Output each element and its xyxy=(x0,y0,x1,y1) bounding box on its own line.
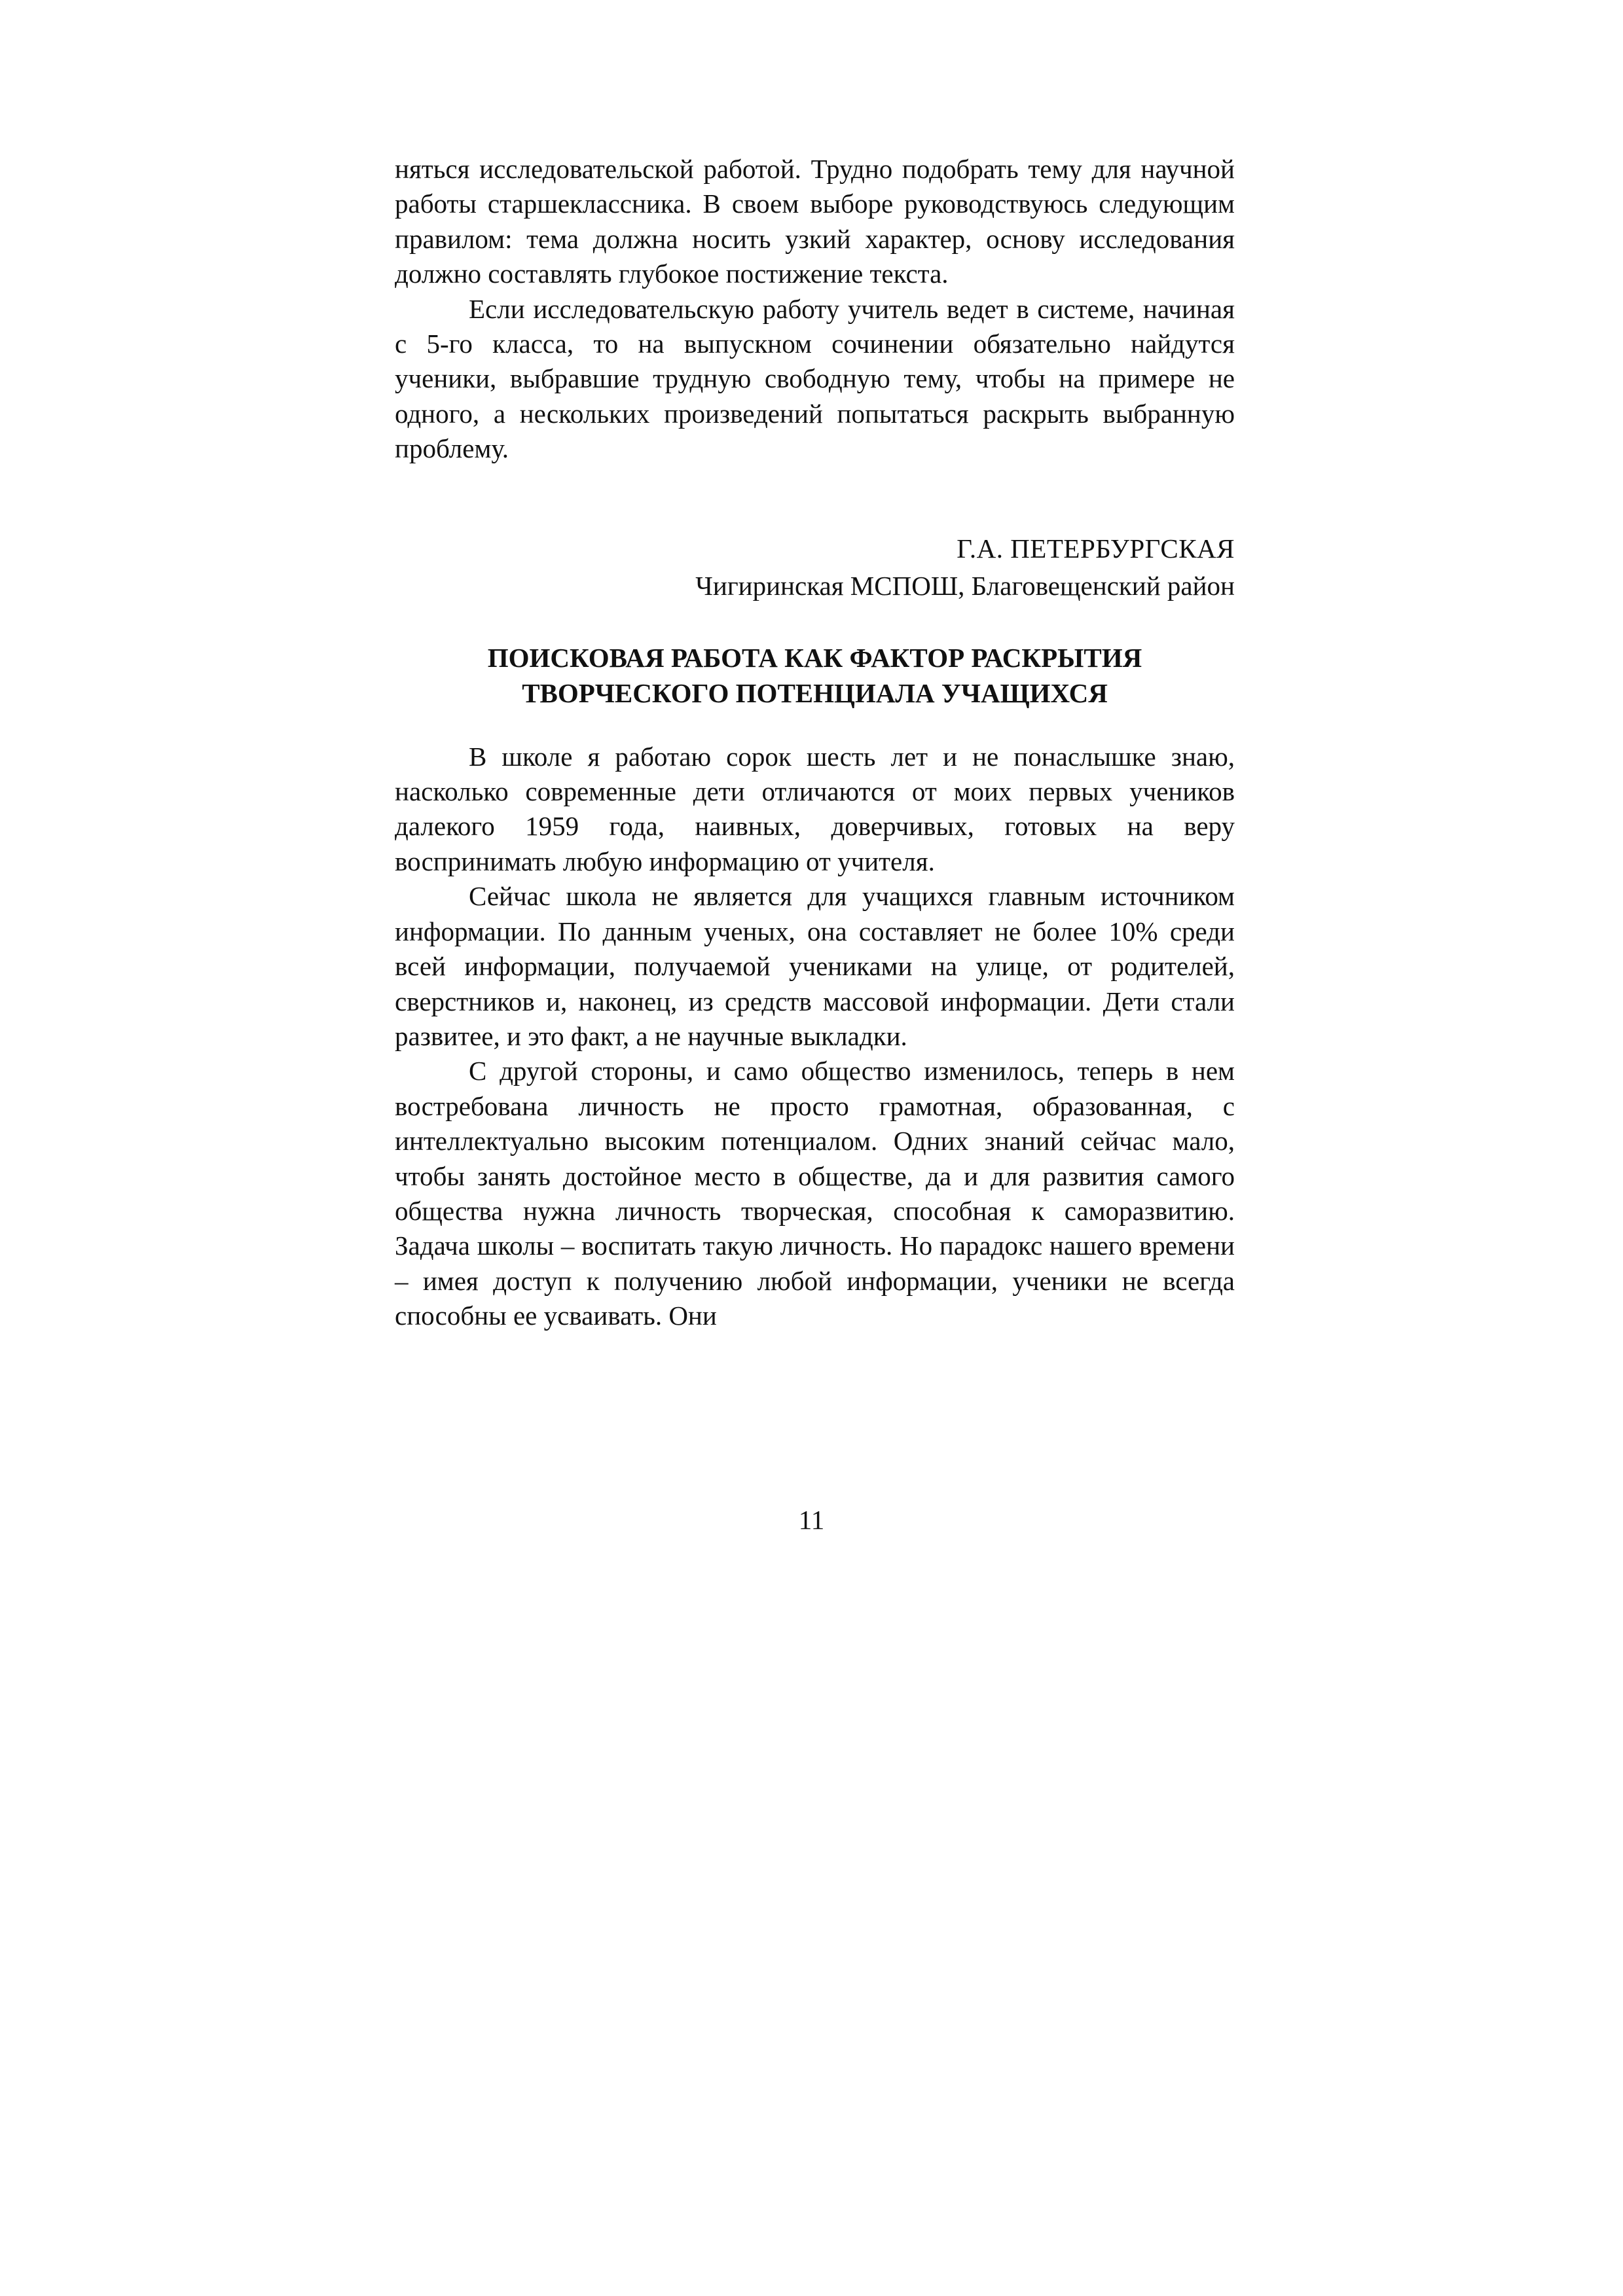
body-paragraph-2: Сейчас школа не является для учащихся главным источником информации. По данным ученых, она составляет не более 10% среди всей информации, получаемой учениками на улице, от родителей, сверстников и, наконец, из средств массовой информации. Дети стали развитее, и это факт, а не научные выкладки. xyxy=(395,881,1235,1051)
closing-paragraph: Если исследовательскую работу учитель ведет в системе, начиная с 5-го класса, то на выпускном сочинении обязательно найдутся ученики, выбравшие трудную свободную тему, чтобы на примере не одного, а нескольких произведений попытаться раскрыть выбранную проблему. xyxy=(395,293,1235,464)
spacer xyxy=(395,467,1235,530)
spacer xyxy=(395,711,1235,740)
body-paragraph-1: В школе я работаю сорок шесть лет и не понаслышке знаю, насколько современные дети отличаются от моих первых учеников далекого 1959 года, наивных, доверчивых, готовых на веру воспринимать любую информацию от учителя. xyxy=(395,741,1235,876)
spacer xyxy=(395,605,1235,640)
continued-paragraph: няться исследовательской работой. Трудно подобрать тему для научной работы старшеклассника. В своем выборе руководствуюсь следующим правилом: тема должна носить узкий характер, основу исследования должно составлять глубокое постижение текста. xyxy=(395,154,1235,289)
article-author: Г.А. ПЕТЕРБУРГСКАЯ xyxy=(957,533,1235,564)
text-column xyxy=(395,152,1235,1334)
article-title-line-2: ТВОРЧЕСКОГО ПОТЕНЦИАЛА УЧАЩИХСЯ xyxy=(522,677,1108,708)
body-paragraph-3: С другой стороны, и само общество изменилось, теперь в нем востребована личность не просто грамотная, образованная, с интеллектуально высоким потенциалом. Одних знаний сейчас мало, чтобы занять достойное место в обществе, да и для развития самого общества нужна личность творческая, способная к саморазвитию. Задача школы – воспитать такую личность. Но парадокс нашего времени – имея доступ к получению любой информации, ученики не всегда способны ее усваивать. Они xyxy=(395,1056,1235,1331)
article-affiliation: Чигиринская МСПОШ, Благовещенский район xyxy=(695,570,1235,601)
page-number: 11 xyxy=(798,1505,825,1535)
article-title-line-1: ПОИСКОВАЯ РАБОТА КАК ФАКТОР РАСКРЫТИЯ xyxy=(487,642,1142,673)
